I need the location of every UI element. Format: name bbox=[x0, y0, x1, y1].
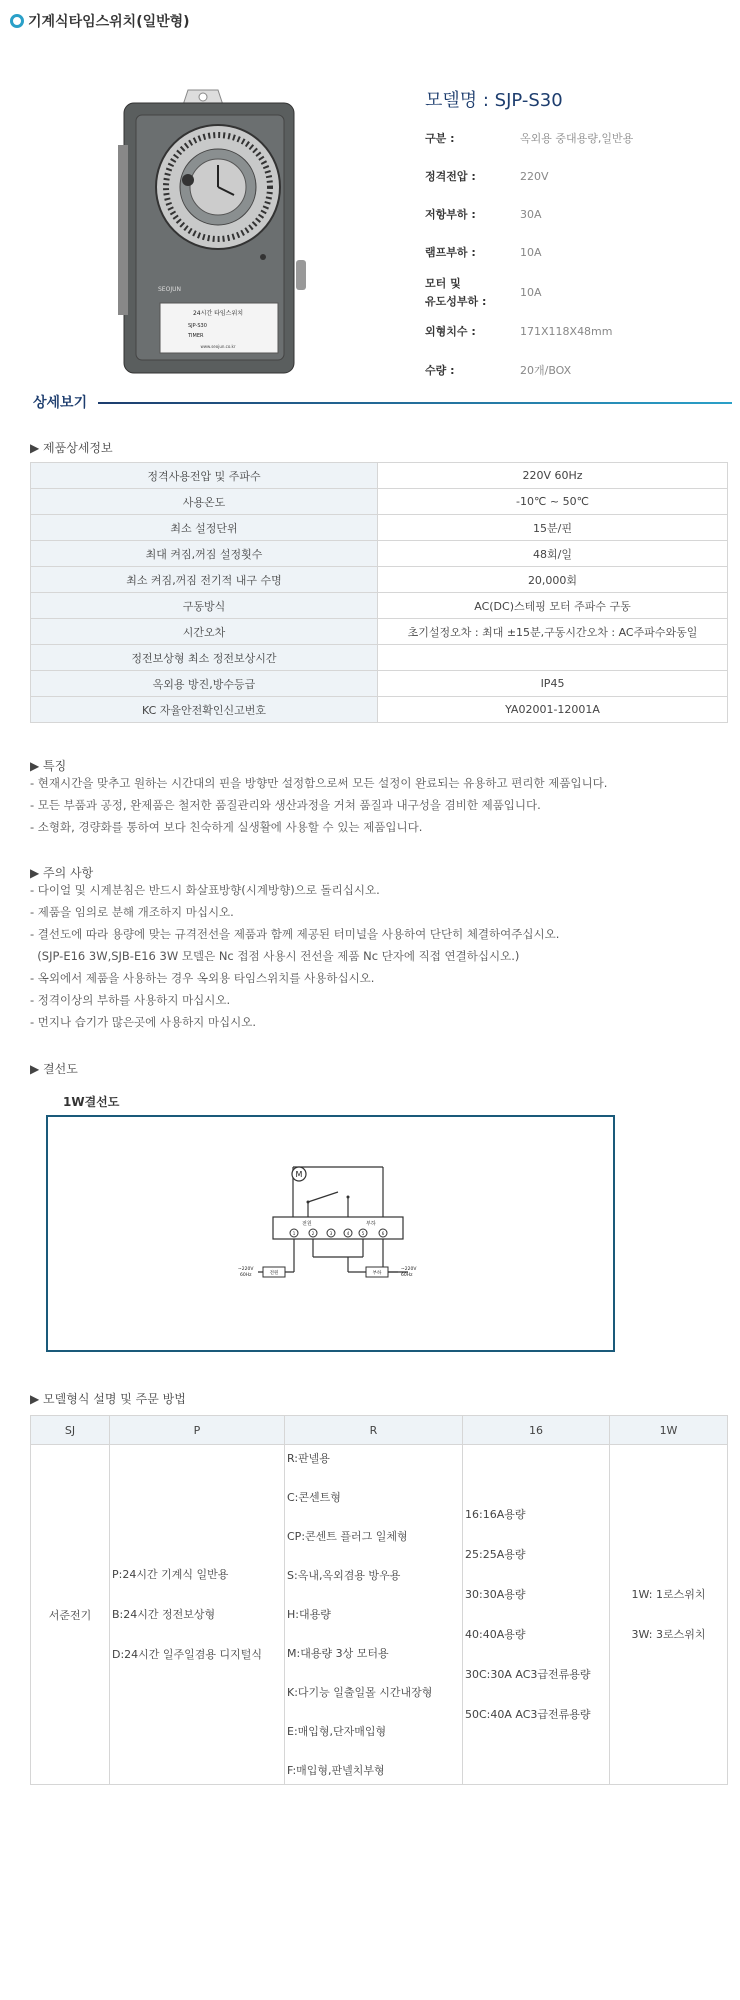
load-label: 부하 bbox=[366, 1221, 376, 1227]
list-item: - 다이얼 및 시계분침은 반드시 화살표방향(시계방향)으로 돌리십시오. bbox=[30, 883, 380, 897]
table-row: 옥외용 방진,방수등급 IP45 bbox=[31, 671, 728, 697]
list-item: - 정격이상의 부하를 사용하지 마십시오. bbox=[30, 993, 231, 1007]
motor-label: M bbox=[295, 1170, 303, 1179]
spec-section-title: ▶ 제품상세정보 bbox=[30, 441, 113, 455]
model-company: 서준전기 bbox=[31, 1445, 110, 1785]
detail-divider bbox=[98, 402, 732, 404]
model-install-cell: R:판넬용 C:콘센트형 CP:콘센트 플러그 일체형 S:옥내,옥외겸용 방우용 H:대용량 M:대용량 3상 모터용 K:다기능 일출일몰 시간내장형 E:매입형,단자매입형 F:매입형,판넬치부형 bbox=[285, 1445, 463, 1785]
table-row: 정전보상형 최소 정전보상시간 bbox=[31, 645, 728, 671]
table-header: P bbox=[110, 1416, 285, 1445]
table-header: SJ bbox=[31, 1416, 110, 1445]
power-label: 전원 bbox=[302, 1221, 312, 1227]
terminal-label: 5 bbox=[361, 1231, 365, 1236]
table-row: 사용온도 -10℃ ~ 50℃ bbox=[31, 489, 728, 515]
list-item: - 옥외에서 제품을 사용하는 경우 옥외용 타임스위치를 사용하십시오. bbox=[30, 971, 375, 985]
terminal-label: 2 bbox=[311, 1231, 315, 1236]
features-title: ▶ 특징 bbox=[30, 759, 67, 773]
terminal-label: 1 bbox=[292, 1231, 296, 1236]
terminal-label: 3 bbox=[329, 1231, 333, 1236]
table-row: 구동방식 AC(DC)스테핑 모터 주파수 구동 bbox=[31, 593, 728, 619]
svg-text:60Hz: 60Hz bbox=[401, 1273, 413, 1278]
list-item: - 모든 부품과 공정, 완제품은 철저한 품질관리와 생산과정을 거쳐 품질과 내구성을 겸비한 제품입니다. bbox=[30, 798, 541, 812]
svg-text:60Hz: 60Hz bbox=[240, 1273, 252, 1278]
table-header: 1W bbox=[610, 1416, 728, 1445]
brand-logo: SEOJUN bbox=[158, 286, 181, 293]
device-label-line: 24시간 타임스위치 bbox=[192, 310, 244, 317]
model-table bbox=[30, 1415, 728, 1785]
left-box-label: 전원 bbox=[269, 1271, 279, 1276]
model-type-cell: P:24시간 기계식 일반용 B:24시간 정전보상형 D:24시간 일주일겸용 디지털식 bbox=[110, 1445, 285, 1785]
cautions-list bbox=[30, 879, 730, 1033]
table-row: 정격사용전압 및 주파수 220V 60Hz bbox=[31, 463, 728, 489]
spec-row: 모터 및 유도성부하 : 10A bbox=[425, 277, 542, 308]
table-row: 최대 켜짐,꺼짐 설정횟수 48회/일 bbox=[31, 541, 728, 567]
list-item: - 제품을 임의로 분해 개조하지 마십시오. bbox=[30, 905, 234, 919]
left-supply-label: ~220V bbox=[238, 1267, 254, 1272]
wiring-title: ▶ 결선도 bbox=[30, 1062, 78, 1076]
right-supply-label: ~220V bbox=[401, 1267, 417, 1272]
list-item: - 소형화, 경량화를 통하여 보다 친숙하게 실생활에 사용할 수 있는 제품입니다. bbox=[30, 820, 423, 834]
wiring-label: 1W결선도 bbox=[63, 1095, 120, 1109]
page-title: 기계식타임스위치(일반형) bbox=[28, 14, 190, 30]
list-item: - 결선도에 따라 용량에 맞는 규격전선을 제품과 함께 제공된 터미널을 사용하여 단단히 체결하여주십시오. bbox=[30, 927, 560, 941]
wiring-diagram bbox=[46, 1115, 615, 1352]
terminal-label: 4 bbox=[346, 1231, 350, 1236]
table-row: 시간오차 초기설정오차 : 최대 ±15분,구동시간오차 : AC주파수와동일 bbox=[31, 619, 728, 645]
list-item: (SJP-E16 3W,SJB-E16 3W 모델은 Nc 접점 사용시 전선을 제품 Nc 단자에 직접 연결하십시오.) bbox=[30, 949, 520, 963]
product-image bbox=[118, 85, 308, 381]
model-capacity-cell: 16:16A용량 25:25A용량 30:30A용량 40:40A용량 30C:30A AC3급전류용량 50C:40A AC3급전류용량 bbox=[463, 1445, 610, 1785]
device-label-line: www.seojun.co.kr bbox=[200, 344, 236, 349]
table-header: R bbox=[285, 1416, 463, 1445]
table-row: 최소 설정단위 15분/핀 bbox=[31, 515, 728, 541]
table-row: KC 자율안전확인신고번호 YA02001-12001A bbox=[31, 697, 728, 723]
table-header: 16 bbox=[463, 1416, 610, 1445]
device-label-line: SJP-S30 bbox=[188, 323, 207, 329]
title-bullet-icon bbox=[10, 14, 24, 28]
detail-title: 상세보기 bbox=[33, 395, 88, 411]
model-name: 모델명 : SJP-S30 bbox=[425, 90, 563, 111]
right-box-label: 부하 bbox=[372, 1271, 382, 1276]
cautions-title: ▶ 주의 사항 bbox=[30, 866, 94, 880]
list-item: - 먼지나 습기가 많은곳에 사용하지 마십시오. bbox=[30, 1015, 257, 1029]
table-row: 최소 켜짐,꺼짐 전기적 내구 수명 20,000회 bbox=[31, 567, 728, 593]
list-item: - 현재시간을 맞추고 원하는 시간대의 핀을 방향만 설정함으로써 모든 설정이 완료되는 유용하고 편리한 제품입니다. bbox=[30, 776, 608, 790]
spec-table bbox=[30, 462, 728, 723]
features-list bbox=[30, 772, 730, 838]
model-section-title: ▶ 모델형식 설명 및 주문 방법 bbox=[30, 1392, 186, 1406]
terminal-label: 6 bbox=[381, 1231, 385, 1236]
device-label-line: TIMER bbox=[188, 333, 204, 339]
model-switch-cell: 1W: 1로스위치 3W: 3로스위치 bbox=[610, 1445, 728, 1785]
